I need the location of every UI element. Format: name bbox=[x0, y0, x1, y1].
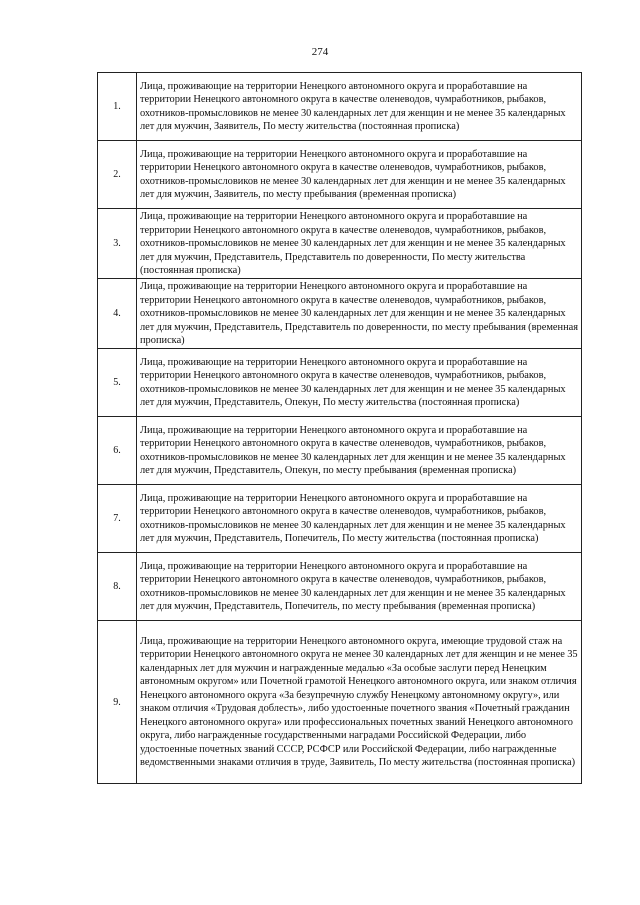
table-row bbox=[98, 279, 582, 349]
table-row bbox=[98, 349, 582, 417]
row-description: Лица, проживающие на территории Ненецкого автономного округа, имеющие трудовой стаж на территории Ненецкого автономного округа не менее 30 календарных лет для женщин и не менее 35 календарных лет для мужчин и награжденные медалью «За особые заслуги перед Ненецким автономным округом» или Почетной грамотой Ненецкого автономного округа, или знаком отличия Ненецкого автономного округа «За безупречную службу Ненецкому автономному округу», или знаком отличия «Трудовая доблесть», либо удостоенные почетного звания «Почетный гражданин Ненецкого автономного округа» или профессиональных почетных званий Ненецкого автономного округа, либо награжденные государственными наградами Российской Федерации, либо удостоенные почетных званий СССР, РСФСР или Российской Федерации, либо награжденные ведомственными знаками отличия в труде, Заявитель, По месту жительства (постоянная прописка) bbox=[137, 621, 582, 784]
table-row bbox=[98, 621, 582, 784]
table-row bbox=[98, 417, 582, 485]
table-row bbox=[98, 553, 582, 621]
row-description: Лица, проживающие на территории Ненецкого автономного округа и проработавшие на территории Ненецкого автономного округа в качестве оленеводов, чумработников, рыбаков, охотников-промысловиков не менее 30 календарных лет для женщин и не менее 35 календарных лет для мужчин, Представитель, Попечитель, по месту пребывания (временная прописка) bbox=[137, 553, 582, 621]
row-description: Лица, проживающие на территории Ненецкого автономного округа и проработавшие на территории Ненецкого автономного округа в качестве оленеводов, чумработников, рыбаков, охотников-промысловиков не менее 30 календарных лет для женщин и не менее 35 календарных лет для мужчин, Представитель, Представитель по доверенности, по месту пребывания (временная прописка) bbox=[137, 279, 582, 349]
table-row bbox=[98, 485, 582, 553]
row-number: 5. bbox=[98, 349, 137, 417]
row-description: Лица, проживающие на территории Ненецкого автономного округа и проработавшие на территории Ненецкого автономного округа в качестве оленеводов, чумработников, рыбаков, охотников-промысловиков не менее 30 календарных лет для женщин и не менее 35 календарных лет для мужчин, Заявитель, По месту жительства (постоянная прописка) bbox=[137, 73, 582, 141]
row-number: 1. bbox=[98, 73, 137, 141]
row-number: 2. bbox=[98, 141, 137, 209]
applicant-categories-table bbox=[97, 72, 582, 784]
table-row bbox=[98, 141, 582, 209]
table-row bbox=[98, 73, 582, 141]
table-row bbox=[98, 209, 582, 279]
row-number: 4. bbox=[98, 279, 137, 349]
row-number: 8. bbox=[98, 553, 137, 621]
row-number: 6. bbox=[98, 417, 137, 485]
row-description: Лица, проживающие на территории Ненецкого автономного округа и проработавшие на территории Ненецкого автономного округа в качестве оленеводов, чумработников, рыбаков, охотников-промысловиков не менее 30 календарных лет для женщин и не менее 35 календарных лет для мужчин, Представитель, Опекун, по месту пребывания (временная прописка) bbox=[137, 417, 582, 485]
page-number: 274 bbox=[311, 46, 329, 58]
row-description: Лица, проживающие на территории Ненецкого автономного округа и проработавшие на территории Ненецкого автономного округа в качестве оленеводов, чумработников, рыбаков, охотников-промысловиков не менее 30 календарных лет для женщин и не менее 35 календарных лет для мужчин, Представитель, Попечитель, По месту жительства (постоянная прописка) bbox=[137, 485, 582, 553]
row-number: 7. bbox=[98, 485, 137, 553]
row-description: Лица, проживающие на территории Ненецкого автономного округа и проработавшие на территории Ненецкого автономного округа в качестве оленеводов, чумработников, рыбаков, охотников-промысловиков не менее 30 календарных лет для женщин и не менее 35 календарных лет для мужчин, Заявитель, по месту пребывания (временная прописка) bbox=[137, 141, 582, 209]
row-description: Лица, проживающие на территории Ненецкого автономного округа и проработавшие на территории Ненецкого автономного округа в качестве оленеводов, чумработников, рыбаков, охотников-промысловиков не менее 30 календарных лет для женщин и не менее 35 календарных лет для мужчин, Представитель, Опекун, По месту жительства (постоянная прописка) bbox=[137, 349, 582, 417]
row-number: 3. bbox=[98, 209, 137, 279]
row-description: Лица, проживающие на территории Ненецкого автономного округа и проработавшие на территории Ненецкого автономного округа в качестве оленеводов, чумработников, рыбаков, охотников-промысловиков не менее 30 календарных лет для женщин и не менее 35 календарных лет для мужчин, Представитель, Представитель по доверенности, По месту жительства (постоянная прописка) bbox=[137, 209, 582, 279]
row-number: 9. bbox=[98, 621, 137, 784]
